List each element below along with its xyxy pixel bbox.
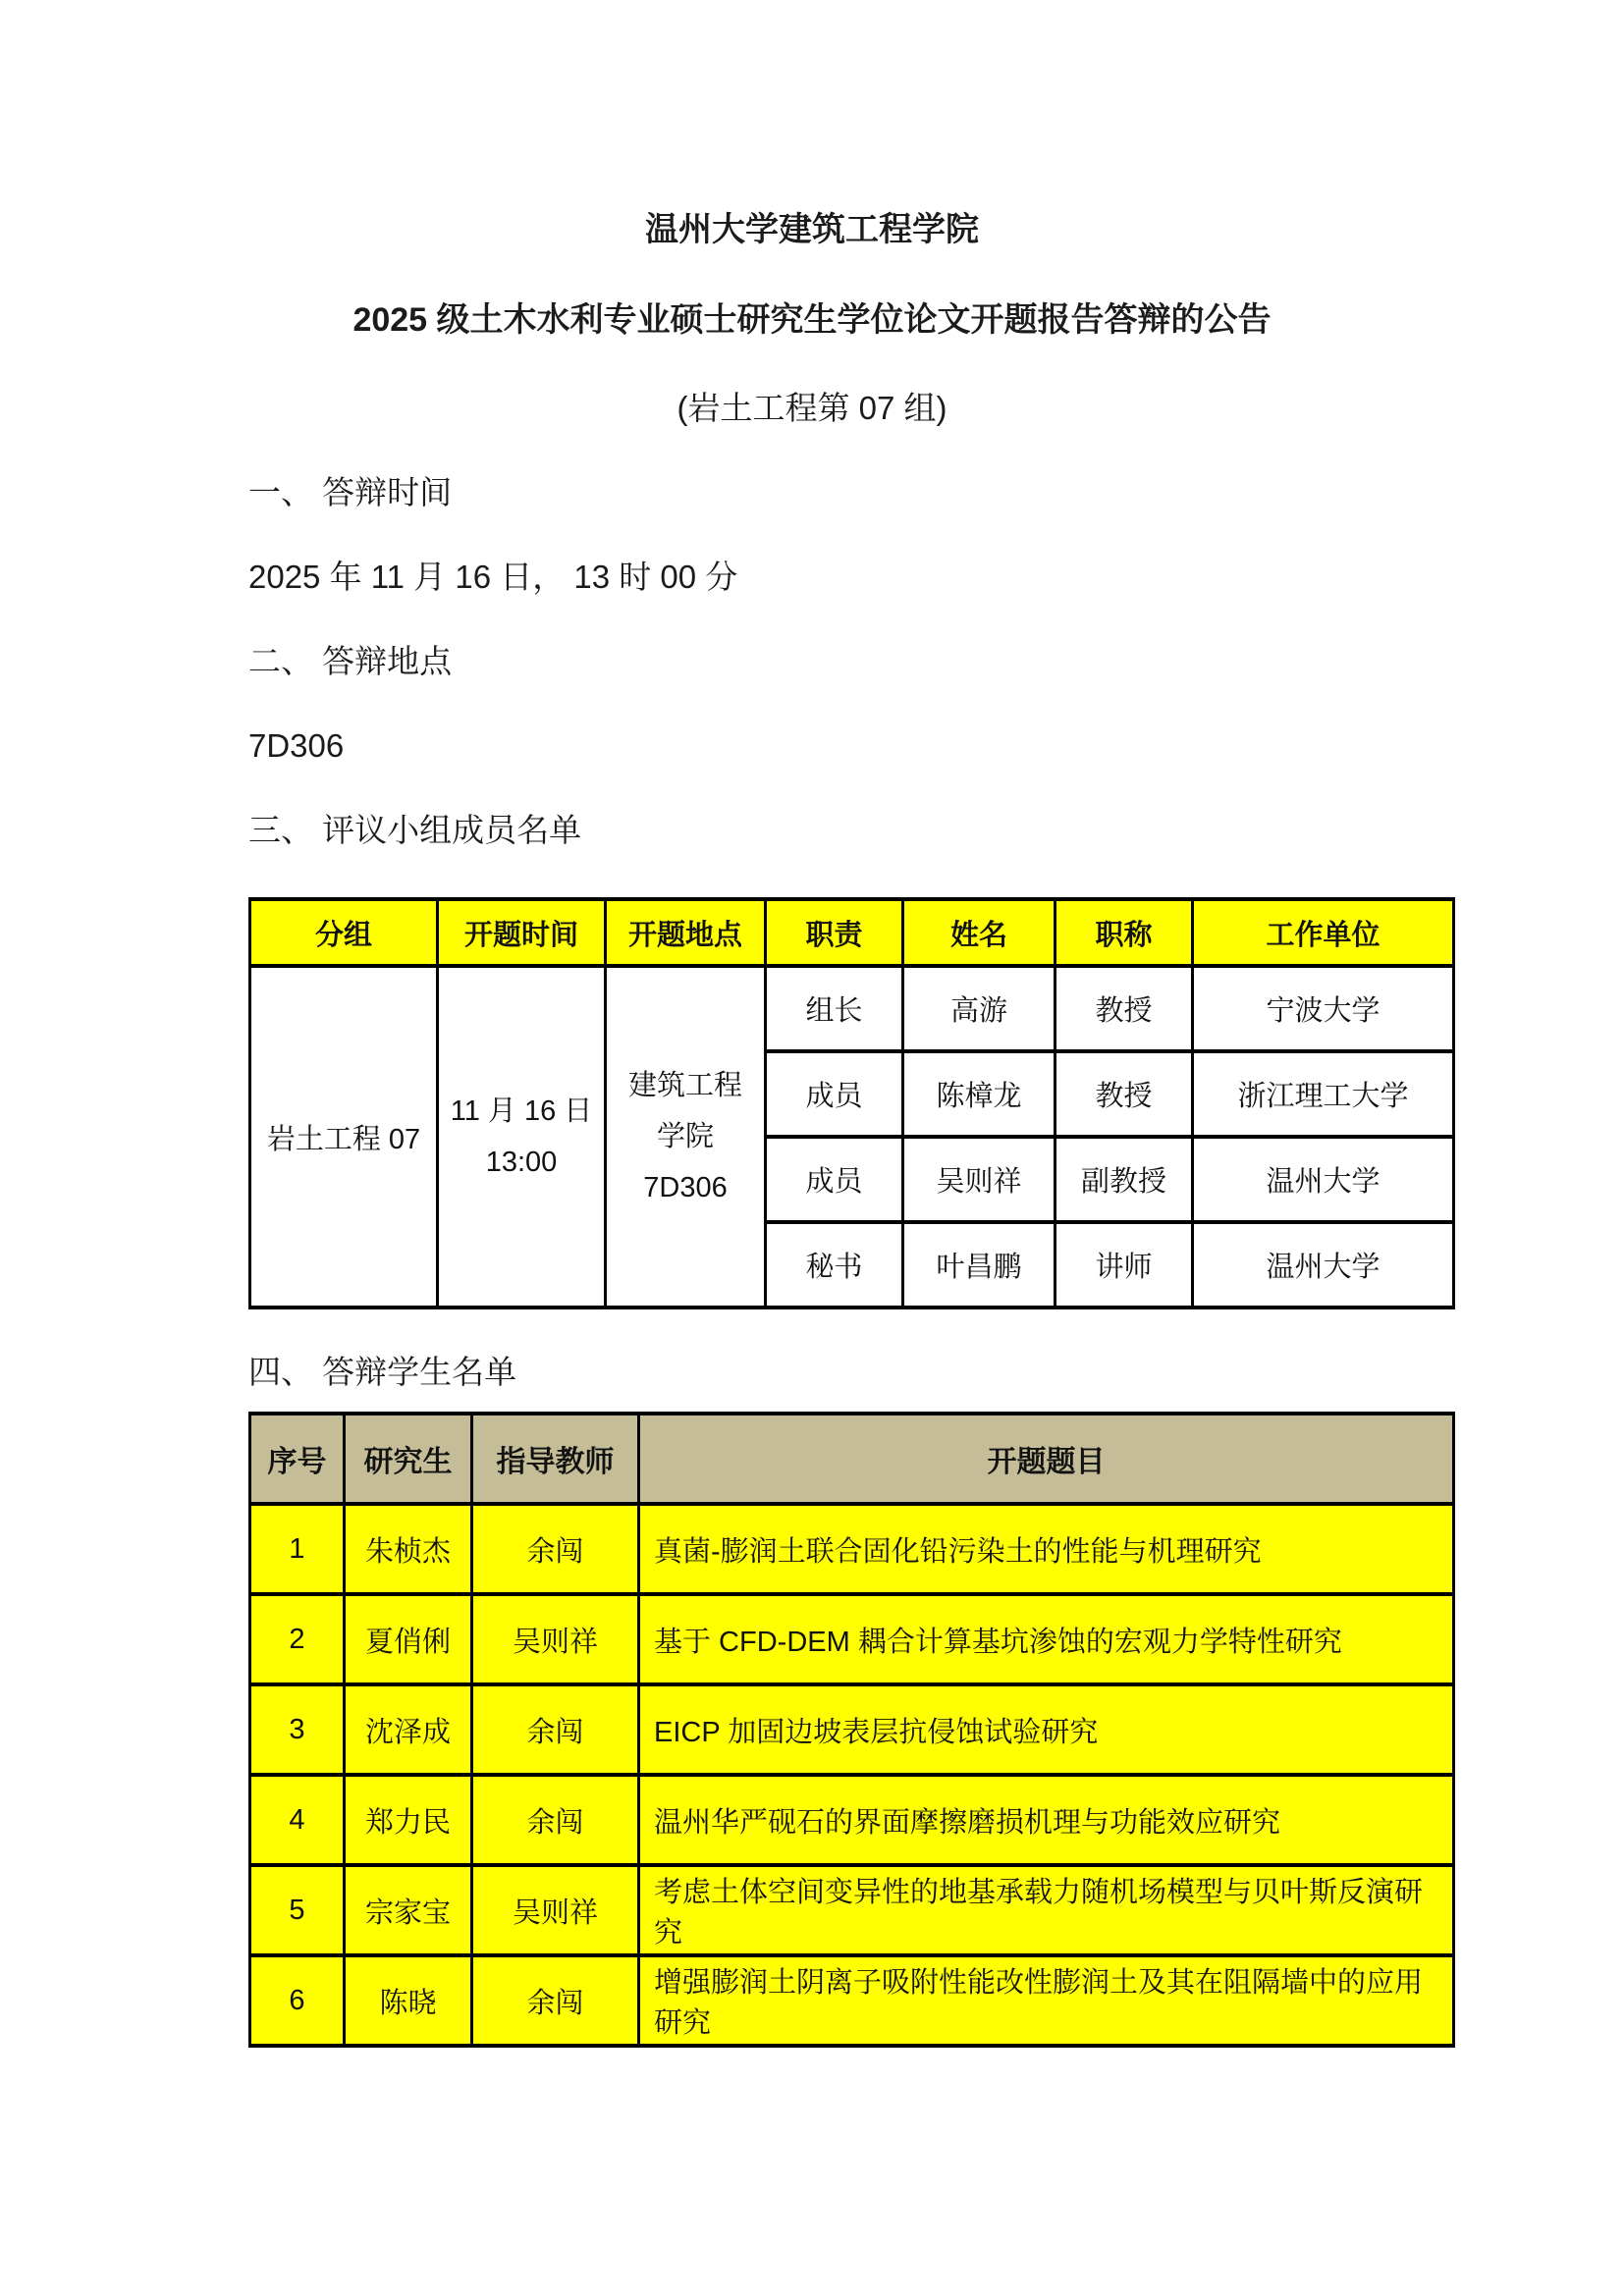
page-title: 温州大学建筑工程学院 <box>645 211 979 248</box>
defense-location: 7D306 <box>248 727 345 764</box>
no-cell: 4 <box>250 1775 345 1865</box>
student-row <box>250 1594 1454 1684</box>
committee-header-role: 职责 <box>766 899 903 966</box>
section-2-heading: 二、 答辩地点 <box>248 643 453 679</box>
students-header-row <box>250 1414 1454 1504</box>
org-cell: 浙江理工大学 <box>1193 1051 1454 1137</box>
committee-table <box>248 897 1455 1309</box>
student-row <box>250 1684 1454 1775</box>
group-cell: 岩土工程 07 <box>250 966 438 1308</box>
student-cell: 夏俏俐 <box>345 1594 472 1684</box>
document-body <box>248 471 1452 2048</box>
student-row <box>250 1955 1454 2046</box>
section-3-heading: 三、 评议小组成员名单 <box>248 812 582 848</box>
students-header-student: 研究生 <box>345 1414 472 1504</box>
students-header-topic: 开题题目 <box>639 1414 1454 1504</box>
advisor-cell: 余闯 <box>472 1684 639 1775</box>
role-cell: 组长 <box>766 966 903 1051</box>
advisor-cell: 余闯 <box>472 1775 639 1865</box>
org-cell: 宁波大学 <box>1193 966 1454 1051</box>
advisor-cell: 吴则祥 <box>472 1865 639 1955</box>
title-cell: 教授 <box>1056 1051 1193 1137</box>
org-cell: 温州大学 <box>1193 1222 1454 1308</box>
name-cell: 陈樟龙 <box>903 1051 1056 1137</box>
committee-header-name: 姓名 <box>903 899 1056 966</box>
students-header-no: 序号 <box>250 1414 345 1504</box>
org-cell: 温州大学 <box>1193 1137 1454 1222</box>
no-cell: 6 <box>250 1955 345 2046</box>
name-cell: 高游 <box>903 966 1056 1051</box>
role-cell: 秘书 <box>766 1222 903 1308</box>
time-line: 13:00 <box>485 1147 558 1178</box>
committee-header-location: 开题地点 <box>606 899 766 966</box>
no-cell: 3 <box>250 1684 345 1775</box>
no-cell: 5 <box>250 1865 345 1955</box>
student-cell: 陈晓 <box>345 1955 472 2046</box>
student-cell: 宗家宝 <box>345 1865 472 1955</box>
committee-header-org: 工作单位 <box>1193 899 1454 966</box>
defense-time: 2025 年 11 月 16 日， 13 时 00 分 <box>248 559 738 595</box>
advisor-cell: 余闯 <box>472 1955 639 2046</box>
student-cell: 朱桢杰 <box>345 1504 472 1594</box>
topic-cell: 温州华严砚石的界面摩擦磨损机理与功能效应研究 <box>639 1775 1454 1865</box>
committee-row <box>250 966 1454 1051</box>
location-cell <box>606 966 766 1308</box>
section-4-heading: 四、 答辩学生名单 <box>248 1354 517 1390</box>
topic-cell: 增强膨润土阴离子吸附性能改性膨润土及其在阻隔墙中的应用研究 <box>639 1955 1454 2046</box>
topic-cell: EICP 加固边坡表层抗侵蚀试验研究 <box>639 1684 1454 1775</box>
title-cell: 教授 <box>1056 966 1193 1051</box>
student-row <box>250 1865 1454 1955</box>
group-line: (岩土工程第 07 组) <box>677 390 947 426</box>
location-line: 建筑工程 <box>627 1070 742 1101</box>
no-cell: 2 <box>250 1594 345 1684</box>
time-cell <box>438 966 606 1308</box>
committee-header-title: 职称 <box>1056 899 1193 966</box>
student-row <box>250 1775 1454 1865</box>
students-table <box>248 1412 1455 2048</box>
role-cell: 成员 <box>766 1137 903 1222</box>
time-line: 11 月 16 日 <box>450 1095 593 1127</box>
students-header-advisor: 指导教师 <box>472 1414 639 1504</box>
location-line: 7D306 <box>643 1172 728 1203</box>
no-cell: 1 <box>250 1504 345 1594</box>
role-cell: 成员 <box>766 1051 903 1137</box>
page-subtitle: 2025 级土木水利专业硕士研究生学位论文开题报告答辩的公告 <box>352 301 1272 339</box>
advisor-cell: 余闯 <box>472 1504 639 1594</box>
location-line: 学院 <box>656 1121 714 1152</box>
topic-cell: 基于 CFD-DEM 耦合计算基坑渗蚀的宏观力学特性研究 <box>639 1594 1454 1684</box>
committee-header-row <box>250 899 1454 966</box>
student-cell: 沈泽成 <box>345 1684 472 1775</box>
title-cell: 副教授 <box>1056 1137 1193 1222</box>
title-cell: 讲师 <box>1056 1222 1193 1308</box>
name-cell: 叶昌鹏 <box>903 1222 1056 1308</box>
topic-cell: 真菌-膨润土联合固化铅污染土的性能与机理研究 <box>639 1504 1454 1594</box>
committee-header-time: 开题时间 <box>438 899 606 966</box>
section-1-heading: 一、 答辩时间 <box>248 474 453 510</box>
advisor-cell: 吴则祥 <box>472 1594 639 1684</box>
student-row <box>250 1504 1454 1594</box>
student-cell: 郑力民 <box>345 1775 472 1865</box>
topic-cell: 考虑土体空间变异性的地基承载力随机场模型与贝叶斯反演研究 <box>639 1865 1454 1955</box>
name-cell: 吴则祥 <box>903 1137 1056 1222</box>
committee-header-group: 分组 <box>250 899 438 966</box>
